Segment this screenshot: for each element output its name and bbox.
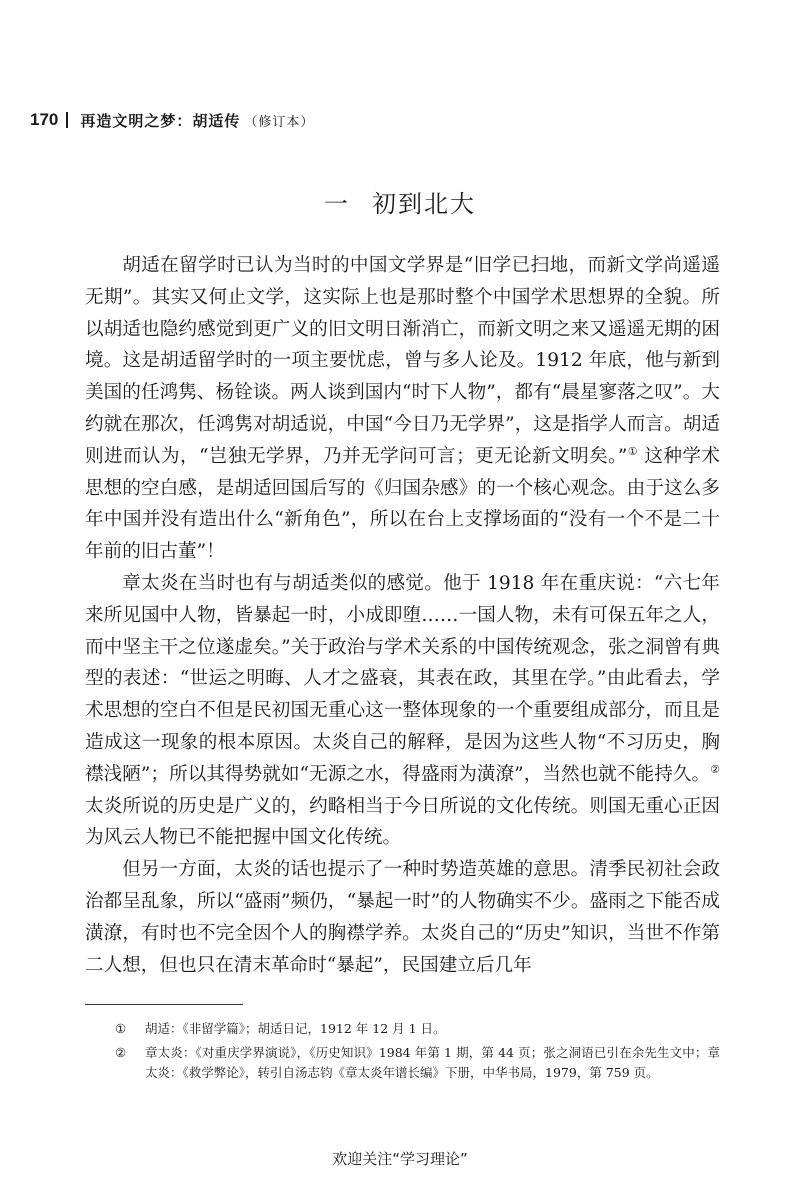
section-heading bbox=[0, 184, 800, 219]
footnote-ref-2[interactable]: ② bbox=[710, 762, 720, 776]
paragraph-3: 但另一方面，太炎的话也提示了一种时势造英雄的意思。清季民初社会政治都呈乱象，所以“盛雨”频仍，“暴起一时”的人物确实不少。盛雨之下能否成潢潦，有时也不完全因个人的胸襟学养。太炎自己的“历史”知识，当世不作第二人想，但也只在清末革命时“暴起”，民国建立后几年 bbox=[85, 859, 720, 976]
header-divider bbox=[66, 112, 68, 128]
page-number: 170 bbox=[30, 110, 59, 129]
paragraph-1-text: 胡适在留学时已认为当时的中国文学界是“旧学已扫地，而新文学尚遥遥无期”。其实又何止文学，这实际上也是那时整个中国学术思想界的全貌。所以胡适也隐约感觉到更广义的旧文明日渐消亡，而新文明之来又遥遥无期的困境。这是胡适留学时的一项主要忧虑，曾与多人论及。1912 年底，他与新到美国的任鸿隽、杨铨谈。两人谈到国内“时下人物”，都有“晨星寥落之叹”。大约就在那次，任鸿隽对胡适说，中国“今日乃无学界”，这是指学人而言。胡适则进而认为，“岂独无学界，乃并无学问可言；更无论新文明矣。” bbox=[85, 255, 720, 467]
footnote-text: 胡适：《非留学篇》；胡适日记，1912 年 12 月 1 日。 bbox=[145, 1021, 446, 1036]
paragraph-2-text-cont: 太炎所说的历史是广义的，约略相当于今日所说的文化传统。则国无重心正因为风云人物已不能把握中国文化传统。 bbox=[85, 795, 720, 849]
page-footer: 欢迎关注“学习理论” bbox=[332, 1150, 468, 1168]
footnote-mark: ② bbox=[115, 1044, 127, 1060]
footnote-mark: ① bbox=[115, 1021, 127, 1036]
footnote-text: 章太炎：《对重庆学界演说》，《历史知识》1984 年第 1 期，第 44 页；张之洞语已引在余先生文中；章太炎：《救学弊论》，转引自汤志钧《章太炎年谱长编》下册，中华书局，1979，第 759 页。 bbox=[145, 1044, 720, 1080]
section-number: 一 bbox=[324, 190, 350, 218]
book-title: 再造文明之梦：胡适传 bbox=[80, 111, 241, 130]
paragraph-1 bbox=[85, 250, 720, 568]
body-text bbox=[85, 250, 720, 981]
paragraph-2-text: 章太炎在当时也有与胡适类似的感觉。他于 1918 年在重庆说：“六七年来所见国中人物，皆暴起一时，小成即堕……一国人物，未有可保五年之人，而中坚主干之位遂虚矣。”关于政治与学术关系的中国传统观念，张之洞曾有典型的表述：“世运之明晦、人才之盛衰，其表在政，其里在学。”由此看去，学术思想的空白不但是民初国无重心这一整体现象的一个重要组成部分，而且是造成这一现象的根本原因。太炎自己的解释，是因为这些人物“不习历史，胸襟浅陋”；所以其得势就如“无源之水，得盛雨为潢潦”，当然也就不能持久。 bbox=[85, 572, 720, 785]
section-title: 初到北大 bbox=[372, 190, 476, 218]
running-header bbox=[30, 108, 314, 132]
footnotes bbox=[85, 1019, 720, 1087]
footnote-1 bbox=[85, 1019, 720, 1040]
footnote-divider bbox=[85, 1004, 243, 1005]
paragraph-2 bbox=[85, 568, 720, 854]
footnote-ref-1[interactable]: ① bbox=[627, 444, 639, 458]
edition-label: （修订本） bbox=[244, 114, 315, 130]
footnote-2 bbox=[85, 1043, 720, 1084]
paragraph-1-text-cont: 这种学术思想的空白感，是胡适回国后写的《归国杂感》的一个核心观念。由于这么多年中国并没有造出什么“新角色”，所以在台上支撑场面的“没有一个不是二十年前的旧古董”！ bbox=[85, 445, 720, 563]
